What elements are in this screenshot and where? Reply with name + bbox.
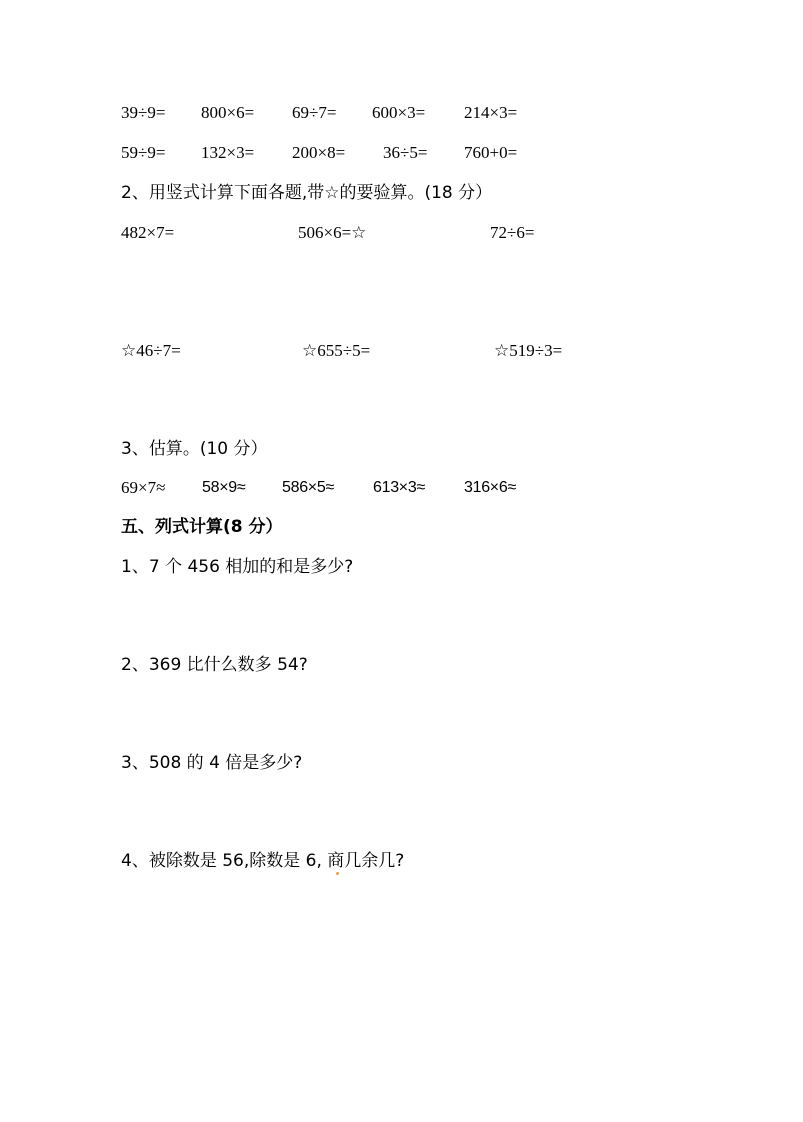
oral-row-1 [0,102,803,132]
oral-item: 132×3= [201,143,255,162]
oral-item: 69÷7= [292,103,337,122]
vertical-heading: 2、用竖式计算下面各题,带☆的要验算。(18 分） [121,183,493,203]
vertical-item: 482×7= [121,223,175,242]
vertical-row-2 [0,340,803,370]
oral-item: 36÷5= [383,143,428,162]
estimate-item: 586×5≈ [282,479,334,496]
edit-mark [336,872,339,875]
oral-item: 200×8= [292,143,346,162]
oral-row-2 [0,142,803,172]
estimate-row [0,477,803,507]
vertical-row-1 [0,222,803,252]
estimate-item: 58×9≈ [202,479,246,496]
estimate-item: 613×3≈ [373,479,425,496]
vertical-item: ☆655÷5= [302,341,371,360]
question-1: 1、7 个 456 相加的和是多少? [121,557,354,577]
oral-item: 760+0= [464,143,518,162]
estimate-heading: 3、估算。(10 分） [121,439,268,459]
question-2: 2、369 比什么数多 54? [121,655,308,675]
vertical-item: ☆46÷7= [121,341,181,360]
vertical-item: 506×6=☆ [298,223,367,242]
oral-item: 600×3= [372,103,426,122]
vertical-item: ☆519÷3= [494,341,563,360]
estimate-item: 316×6≈ [464,479,516,496]
oral-item: 800×6= [201,103,255,122]
estimate-item: 69×7≈ [121,478,166,497]
section-heading: 五、列式计算(8 分） [121,517,283,537]
oral-item: 214×3= [464,103,518,122]
question-4: 4、被除数是 56,除数是 6, 商几余几? [121,851,405,871]
oral-item: 39÷9= [121,103,166,122]
question-3: 3、508 的 4 倍是多少? [121,753,303,773]
oral-item: 59÷9= [121,143,166,162]
vertical-item: 72÷6= [490,223,535,242]
